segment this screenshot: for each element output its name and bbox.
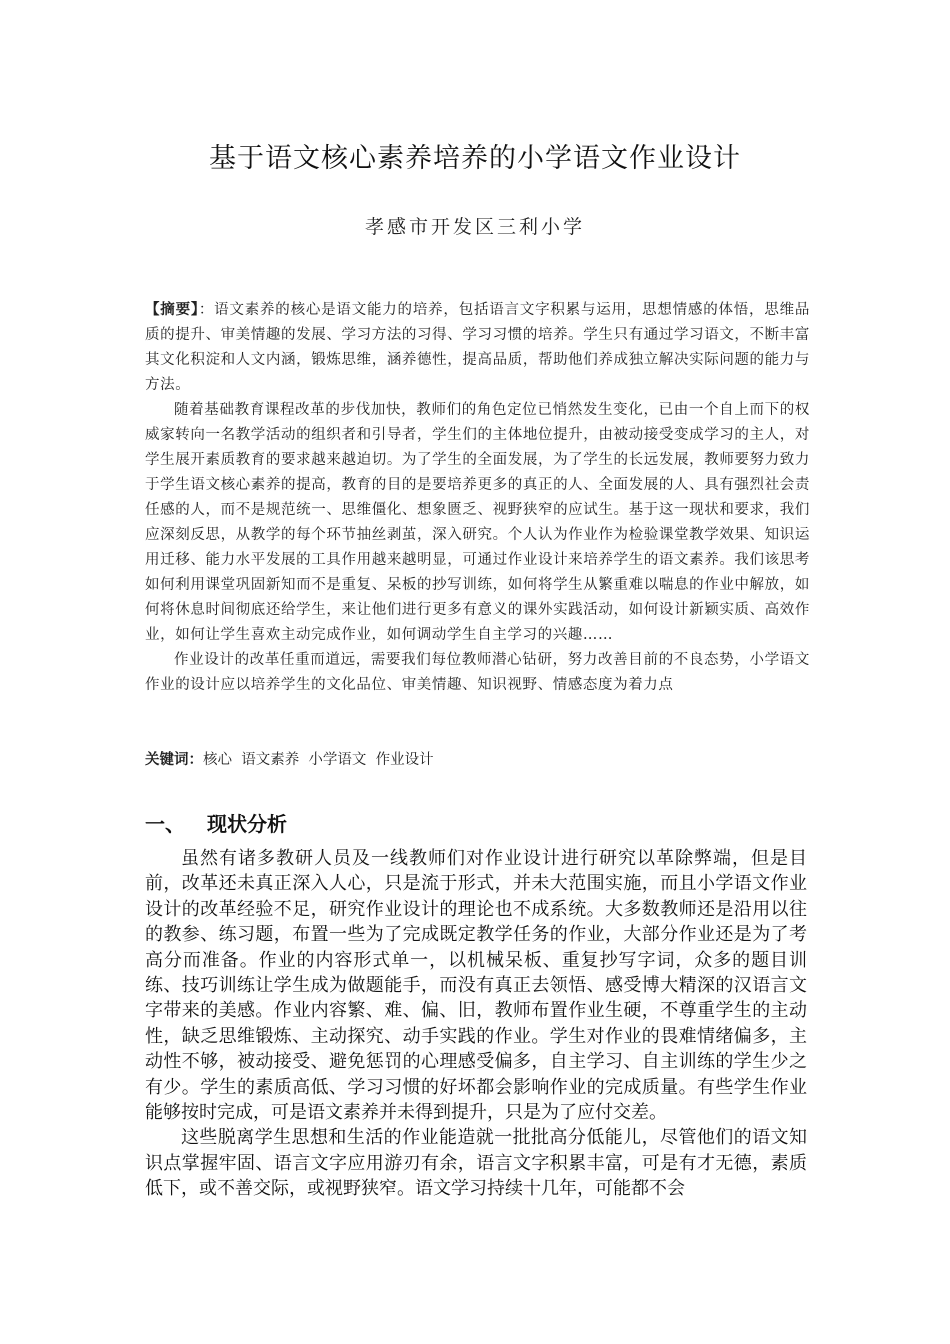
keywords-label: 关键词： — [145, 752, 203, 768]
section-number: 一、 — [145, 812, 185, 836]
abstract-block — [145, 298, 810, 698]
section-title: 现状分析 — [207, 812, 287, 836]
abstract-paragraph-3: 作业设计的改革任重而道远，需要我们每位教师潜心钻研，努力改善目前的不良态势，小学语文作业的设计应以培养学生的文化品位、审美情趣、知识视野、情感态度为着力点 — [145, 652, 810, 693]
document-author: 孝感市开发区三利小学 — [364, 216, 585, 238]
keywords-text: 核心 语文素养 小学语文 作业设计 — [203, 752, 434, 768]
abstract-paragraph-2: 随着基础教育课程改革的步伐加快，教师们的角色定位已悄然发生变化，已由一个自上而下的权威家转向一名教学活动的组织者和引导者，学生们的主体地位提升，由被动接受变成学习的主人，对学生展开素质教育的要求越来越迫切。为了学生的全面发展，为了学生的长远发展，教师要努力致力于学生语文核心素养的提高，教育的目的是要培养更多的真正的人、全面发展的人、具有强烈社会责任感的人，而不是规范统一、思维僵化、想象匮乏、视野狭窄的应试生。基于这一现状和要求，我们应深刻反思，从教学的每个环节抽丝剥茧，深入研究。个人认为作业作为检验课堂教学效果、知识运用迁移、能力水平发展的工具作用越来越明显，可通过作业设计来培养学生的语文素养。我们该思考如何利用课堂巩固新知而不是重复、呆板的抄写训练，如何将学生从繁重难以喘息的作业中解放，如何将休息时间彻底还给学生，来让他们进行更多有意义的课外实践活动，如何设计新颖实质、高效作业，如何让学生喜欢主动完成作业，如何调动学生自主学习的兴趣…… — [145, 402, 810, 643]
abstract-text-1: ：语文素养的核心是语文能力的培养，包括语言文字积累与运用，思想情感的体悟，思维品质的提升、审美情趣的发展、学习方法的习得、学习习惯的培养。学生只有通过学习语文，不断丰富其文化积淀和人文内涵，锻炼思维，涵养德性，提高品质，帮助他们养成独立解决实际问题的能力与方法。 — [145, 302, 811, 393]
section-body — [145, 846, 807, 1202]
keywords-line — [145, 748, 810, 769]
section-heading — [145, 808, 287, 837]
document-title: 基于语文核心素养培养的小学语文作业设计 — [209, 143, 741, 174]
body-paragraph-2: 这些脱离学生思想和生活的作业能造就一批批高分低能儿，尽管他们的语文知识点掌握牢固、语言文字应用游刃有余，语言文字积累丰富，可是有才无德，素质低下，或不善交际，或视野狭窄。语文学习持续十几年，可能都不会 — [145, 1127, 807, 1200]
abstract-label: 【摘要】 — [145, 302, 199, 318]
body-paragraph-1: 虽然有诸多教研人员及一线教师们对作业设计进行研究以革除弊端，但是目前，改革还未真正深入人心，只是流于形式，并未大范围实施，而且小学语文作业设计的改革经验不足，研究作业设计的理论也不成系统。大多数教师还是沿用以往的教参、练习题，布置一些为了完成既定教学任务的作业，大部分作业还是为了考高分而准备。作业的内容形式单一，以机械呆板、重复抄写字词，众多的题目训练、技巧训练让学生成为做题能手，而没有真正去领悟、感受博大精深的汉语言文字带来的美感。作业内容繁、难、偏、旧，教师布置作业生硬，不尊重学生的主动性，缺乏思维锻炼、主动探究、动手实践的作业。学生对作业的畏难情绪偏多，主动性不够，被动接受、避免惩罚的心理感受偏多，自主学习、自主训练的学生少之有少。学生的素质高低、学习习惯的好坏都会影响作业的完成质量。有些学生作业能够按时完成，可是语文素养并未得到提升，只是为了应付交差。 — [145, 848, 807, 1124]
abstract-paragraph-1 — [145, 298, 810, 398]
